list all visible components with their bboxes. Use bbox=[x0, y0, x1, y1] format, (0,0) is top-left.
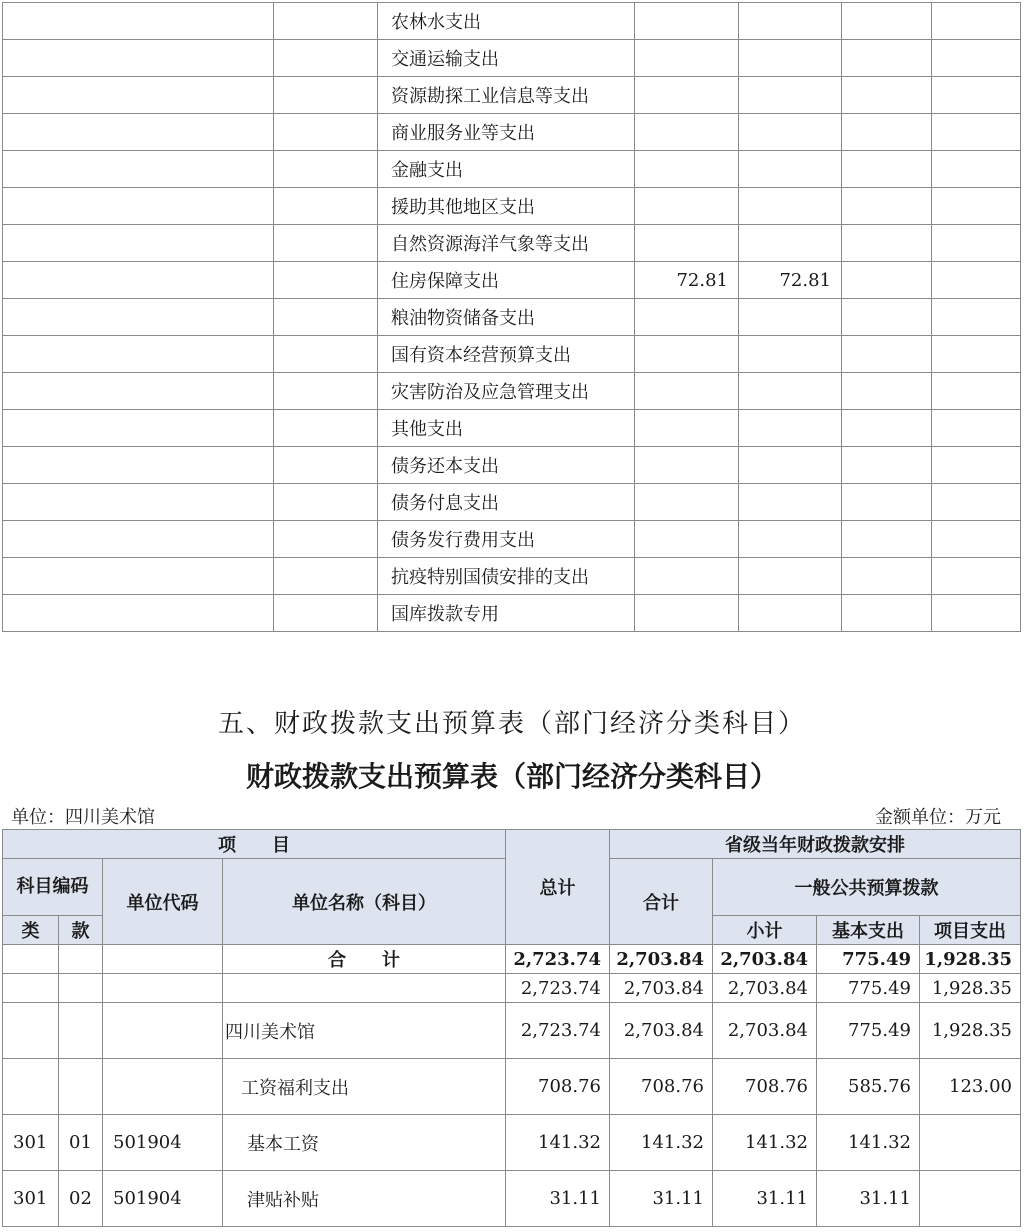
subject-name: 债务发行费用支出 bbox=[378, 521, 635, 558]
header-subject-code: 科目编码 bbox=[3, 859, 103, 916]
row-name: 合 计 bbox=[223, 945, 506, 974]
subject-name: 住房保障支出 bbox=[378, 262, 635, 299]
header-subtotal: 小计 bbox=[713, 916, 817, 945]
header-basic: 基本支出 bbox=[817, 916, 920, 945]
table-row bbox=[3, 225, 1021, 262]
table-row bbox=[3, 188, 1021, 225]
table-row bbox=[3, 595, 1021, 632]
table-row bbox=[3, 373, 1021, 410]
subject-name: 国有资本经营预算支出 bbox=[378, 336, 635, 373]
row-name: 基本工资 bbox=[223, 1115, 506, 1171]
subject-name: 债务还本支出 bbox=[378, 447, 635, 484]
table-row: 合 计 2,723.74 2,703.84 2,703.84 775.49 1,928.35 bbox=[3, 945, 1021, 974]
table-row bbox=[3, 336, 1021, 373]
table-row bbox=[3, 484, 1021, 521]
section-title: 五、财政拨款支出预算表（部门经济分类科目） bbox=[217, 709, 806, 739]
amount-unit-label: 金额单位：万元 bbox=[875, 807, 1001, 828]
subject-name: 自然资源海洋气象等支出 bbox=[378, 225, 635, 262]
row-name bbox=[223, 974, 506, 1003]
unit-label: 单位：四川美术馆 bbox=[11, 807, 155, 828]
row-name: 工资福利支出 bbox=[223, 1059, 506, 1115]
subject-name: 援助其他地区支出 bbox=[378, 188, 635, 225]
header-class: 类 bbox=[3, 916, 59, 945]
table-row: 301 02 501904 津贴补贴 31.11 31.11 31.11 31.11 bbox=[3, 1171, 1021, 1227]
table-row: 四川美术馆 2,723.74 2,703.84 2,703.84 775.49 1,928.35 bbox=[3, 1003, 1021, 1059]
header-item: 款 bbox=[59, 916, 103, 945]
table-row bbox=[3, 40, 1021, 77]
header-sum: 合计 bbox=[610, 859, 713, 945]
subject-name: 其他支出 bbox=[378, 410, 635, 447]
header-unit-code: 单位代码 bbox=[103, 859, 223, 945]
row-name: 津贴补贴 bbox=[223, 1171, 506, 1227]
subject-name: 交通运输支出 bbox=[378, 40, 635, 77]
table-row bbox=[3, 151, 1021, 188]
table-row bbox=[3, 521, 1021, 558]
table-row bbox=[3, 447, 1021, 484]
header-project: 项 目 bbox=[3, 830, 506, 859]
header-unit-name: 单位名称（科目） bbox=[223, 859, 506, 945]
table-row: 工资福利支出 708.76 708.76 708.76 585.76 123.00 bbox=[3, 1059, 1021, 1115]
header-total: 总计 bbox=[506, 830, 610, 945]
table-row bbox=[3, 114, 1021, 151]
subject-name: 粮油物资储备支出 bbox=[378, 299, 635, 336]
row-name: 四川美术馆 bbox=[223, 1003, 506, 1059]
subject-name: 资源勘探工业信息等支出 bbox=[378, 77, 635, 114]
subject-name: 灾害防治及应急管理支出 bbox=[378, 373, 635, 410]
table-row: 301 01 501904 基本工资 141.32 141.32 141.32 141.32 bbox=[3, 1115, 1021, 1171]
table-row: 2,723.74 2,703.84 2,703.84 775.49 1,928.35 bbox=[3, 974, 1021, 1003]
table-title: 财政拨款支出预算表（部门经济分类科目） bbox=[245, 760, 778, 793]
subject-name: 债务付息支出 bbox=[378, 484, 635, 521]
subject-name: 金融支出 bbox=[378, 151, 635, 188]
table-row bbox=[3, 3, 1021, 40]
subject-name: 农林水支出 bbox=[378, 3, 635, 40]
subject-name: 抗疫特别国债安排的支出 bbox=[378, 558, 635, 595]
header-general-budget: 一般公共预算拨款 bbox=[713, 859, 1021, 916]
table-row bbox=[3, 299, 1021, 336]
subject-name: 国库拨款专用 bbox=[378, 595, 635, 632]
table-row bbox=[3, 410, 1021, 447]
header-project-exp: 项目支出 bbox=[920, 916, 1021, 945]
budget-expenditure-table bbox=[2, 829, 1021, 1227]
table-row bbox=[3, 558, 1021, 595]
table-row: 住房保障支出 72.81 72.81 bbox=[3, 262, 1021, 299]
functional-expenditure-table bbox=[2, 2, 1021, 632]
table-row bbox=[3, 77, 1021, 114]
subject-name: 商业服务业等支出 bbox=[378, 114, 635, 151]
header-provincial: 省级当年财政拨款安排 bbox=[610, 830, 1021, 859]
